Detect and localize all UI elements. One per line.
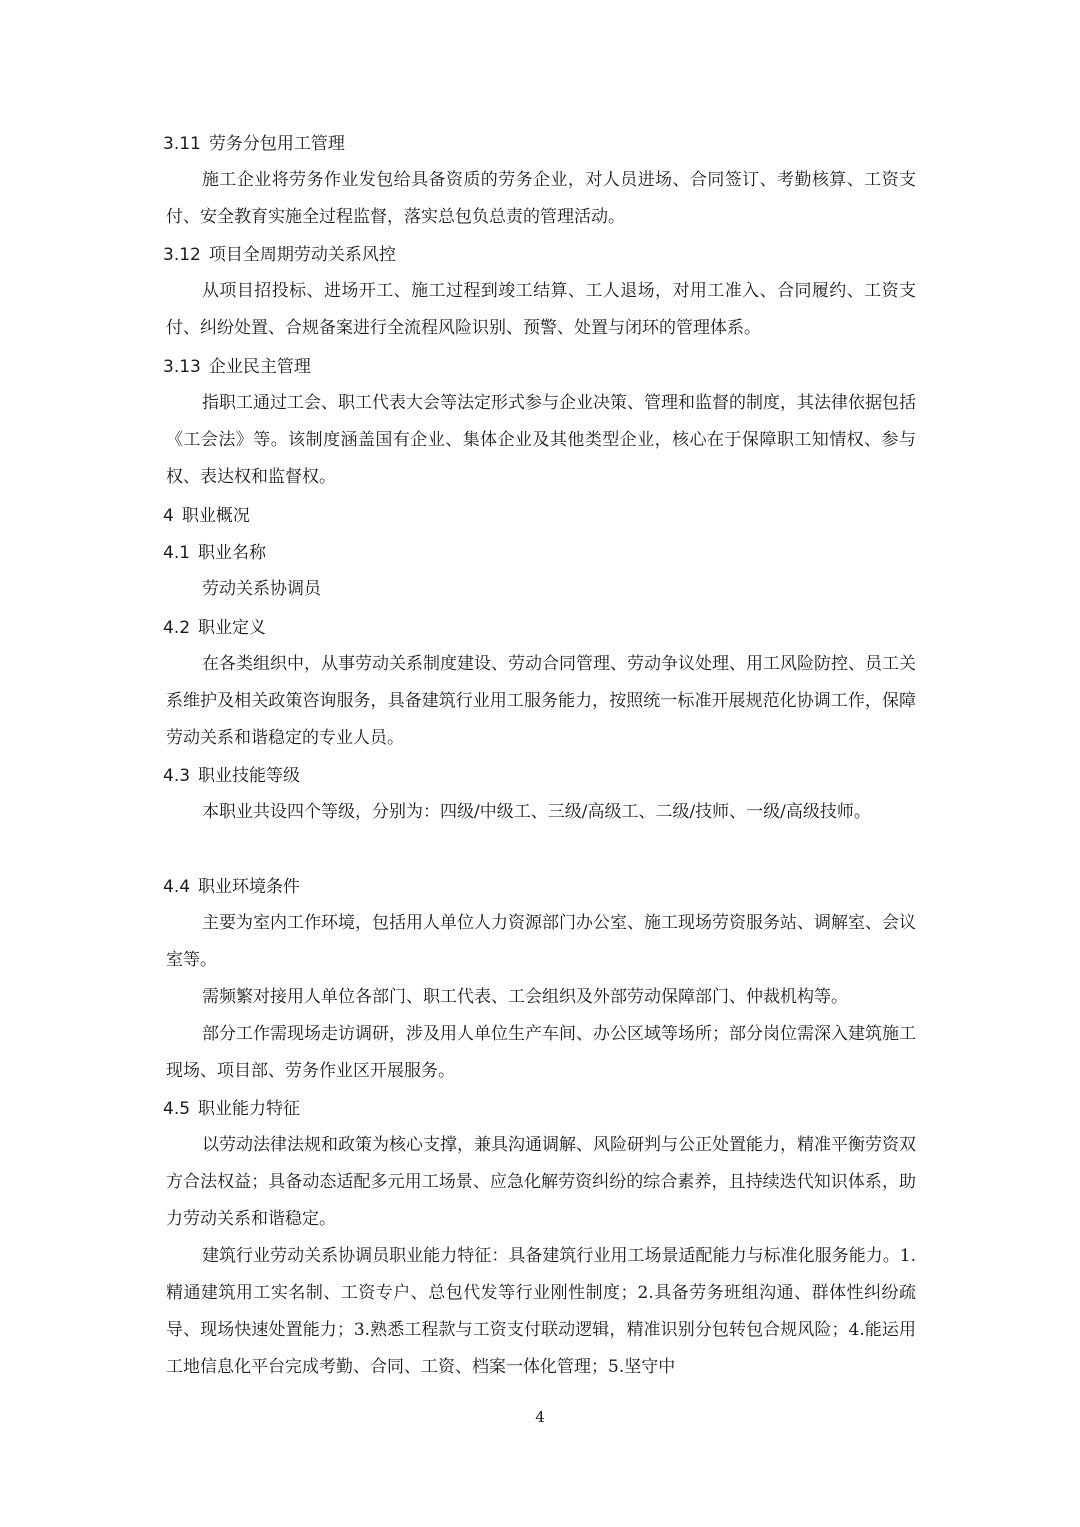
paragraph-4-3: 本职业共设四个等级，分别为：四级/中级工、三级/高级工、二级/技师、一级/高级技师。 — [202, 802, 871, 822]
section-heading-3-12 — [163, 243, 396, 267]
section-heading-4-1 — [163, 541, 266, 565]
section-title: 职业定义 — [198, 618, 267, 638]
section-title: 职业能力特征 — [198, 1099, 301, 1119]
paragraph-3-11: 施工企业将劳务作业发包给具备资质的劳务企业，对人员进场、合同签订、考勤核算、工资支付、安全教育实施全过程监督，落实总包负总责的管理活动。 — [166, 170, 916, 227]
section-number: 4.2 — [163, 618, 191, 638]
section-number: 4.1 — [163, 543, 191, 563]
section-number: 4 — [163, 506, 174, 526]
section-heading-3-13 — [163, 355, 311, 379]
paragraph-4-2: 在各类组织中，从事劳动关系制度建设、劳动合同管理、劳动争议处理、用工风险防控、员工关系维护及相关政策咨询服务，具备建筑行业用工服务能力，按照统一标准开展规范化协调工作，保障劳动关系和谐稳定的专业人员。 — [166, 654, 916, 748]
paragraph-3-13: 指职工通过工会、职工代表大会等法定形式参与企业决策、管理和监督的制度，其法律依据包括《工会法》等。该制度涵盖国有企业、集体企业及其他类型企业，核心在于保障职工知情权、参与权、表达权和监督权。 — [166, 393, 916, 487]
page-number: 4 — [535, 1408, 545, 1426]
paragraph-4-1: 劳动关系协调员 — [202, 579, 321, 599]
section-number: 3.12 — [163, 245, 201, 265]
section-title: 职业名称 — [198, 543, 267, 563]
section-heading-4-2 — [163, 616, 266, 640]
paragraph-4-5-a: 以劳动法律法规和政策为核心支撑，兼具沟通调解、风险研判与公正处置能力，精准平衡劳资双方合法权益；具备动态适配多元用工场景、应急化解劳资纠纷的综合素养，且持续迭代知识体系，助力劳动关系和谐稳定。 — [166, 1135, 916, 1229]
section-title: 项目全周期劳动关系风控 — [208, 245, 396, 265]
section-number: 3.11 — [163, 134, 201, 154]
section-heading-3-11 — [163, 132, 345, 156]
section-heading-4 — [163, 504, 250, 528]
section-number: 4.5 — [163, 1099, 191, 1119]
section-title: 企业民主管理 — [208, 357, 311, 377]
paragraph-3-12: 从项目招投标、进场开工、施工过程到竣工结算、工人退场，对用工准入、合同履约、工资支付、纠纷处置、合规备案进行全流程风险识别、预警、处置与闭环的管理体系。 — [166, 281, 916, 338]
section-heading-4-3 — [163, 764, 300, 788]
paragraph-4-4-b: 需频繁对接用人单位各部门、职工代表、工会组织及外部劳动保障部门、仲裁机构等。 — [202, 987, 848, 1007]
section-heading-4-5 — [163, 1097, 300, 1121]
paragraph-4-4-c: 部分工作需现场走访调研，涉及用人单位生产车间、办公区域等场所；部分岗位需深入建筑施工现场、项目部、劳务作业区开展服务。 — [166, 1024, 916, 1081]
section-title: 职业概况 — [181, 506, 250, 526]
section-title: 职业技能等级 — [198, 766, 301, 786]
section-title: 职业环境条件 — [198, 877, 301, 897]
section-number: 4.3 — [163, 766, 191, 786]
paragraph-4-5-b: 建筑行业劳动关系协调员职业能力特征：具备建筑行业用工场景适配能力与标准化服务能力。1.精通建筑用工实名制、工资专户、总包代发等行业刚性制度；2.具备劳务班组沟通、群体性纠纷疏导、现场快速处置能力；3.熟悉工程款与工资支付联动逻辑，精准识别分包转包合规风险；4.能运用工地信息化平台完成考勤、合同、工资、档案一体化管理；5.坚守中 — [166, 1246, 916, 1377]
section-number: 3.13 — [163, 357, 201, 377]
paragraph-4-4-a: 主要为室内工作环境，包括用人单位人力资源部门办公室、施工现场劳资服务站、调解室、会议室等。 — [166, 913, 916, 970]
section-number: 4.4 — [163, 877, 191, 897]
section-heading-4-4 — [163, 875, 300, 899]
section-title: 劳务分包用工管理 — [208, 134, 345, 154]
